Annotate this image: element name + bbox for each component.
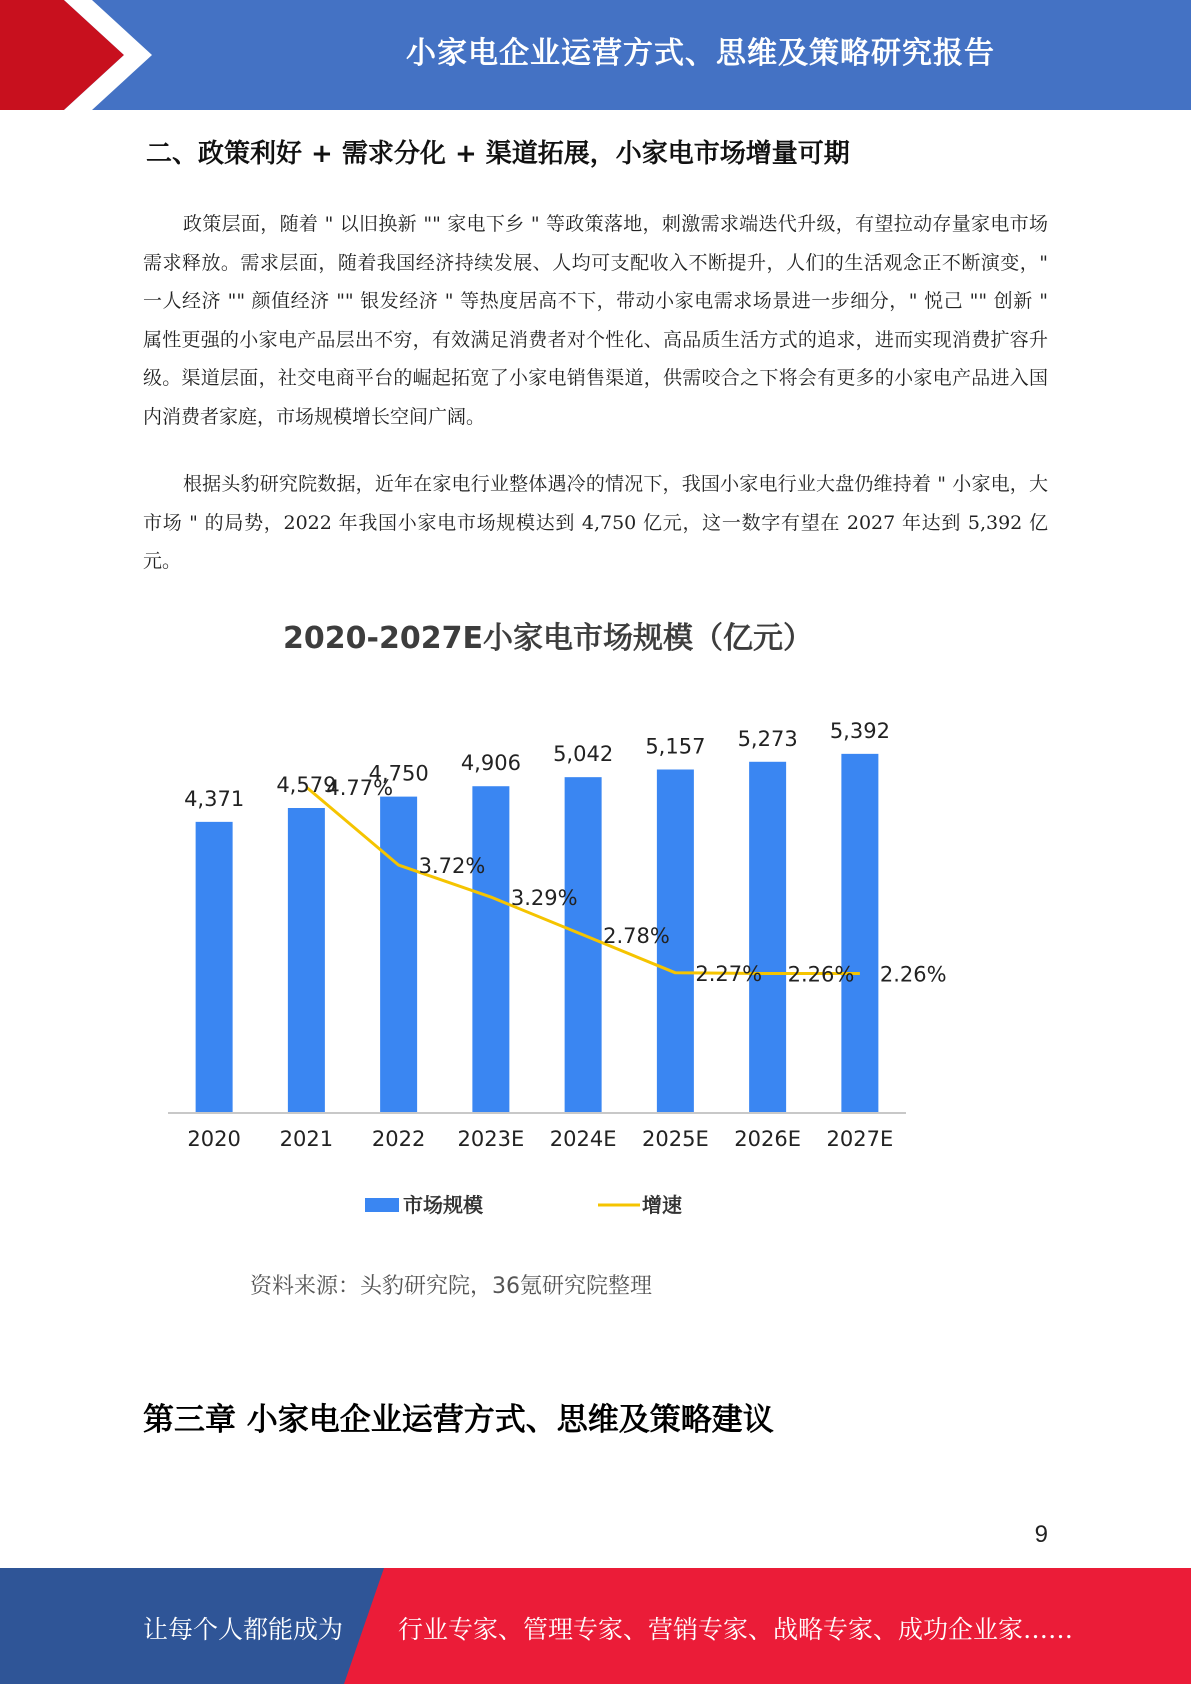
bar-value-label-2020: 4,371: [184, 786, 245, 811]
paragraph-market-size: 根据头豹研究院数据，近年在家电行业整体遇冷的情况下，我国小家电行业大盘仍维持着 " 小家电，大市场 " 的局势，2022 年我国小家电市场规模达到 4,750 亿元，这一数字有望在 2027 年达到 5,392 亿元。: [143, 473, 1048, 572]
bar-value-label-2026E: 5,273: [737, 726, 798, 751]
page-number: 9: [1034, 1521, 1048, 1548]
footer-slogan-left: 让每个人都能成为: [143, 1615, 344, 1644]
growth-value-label-2027E: 2.26%: [879, 962, 947, 987]
chapter-heading: 第三章 小家电企业运营方式、思维及策略建议: [143, 1402, 774, 1438]
bar-value-label-2021: 4,579: [276, 773, 337, 798]
footer-slogan-right: 行业专家、管理专家、营销专家、战略专家、成功企业家……: [398, 1615, 1074, 1644]
bar-value-label-2025E: 5,157: [645, 734, 706, 759]
chart-canvas: [150, 600, 970, 1320]
growth-value-label-2022: 3.72%: [418, 854, 486, 879]
growth-value-label-2024E: 2.78%: [603, 923, 670, 948]
chart-title: 2020-2027E小家电市场规模（亿元）: [283, 621, 813, 656]
legend-bar-swatch: [365, 1198, 399, 1212]
growth-value-label-2025E: 2.27%: [695, 961, 763, 986]
market-size-chart: [150, 600, 970, 1320]
page-footer: [0, 1568, 1191, 1684]
bar-value-label-2024E: 5,042: [553, 742, 614, 767]
bar-2024E: [565, 777, 602, 1113]
x-tick-label-2022: 2022: [371, 1127, 426, 1151]
x-tick-label-2021: 2021: [279, 1127, 334, 1151]
section-heading: 二、政策利好 + 需求分化 + 渠道拓展，小家电市场增量可期: [146, 139, 850, 169]
bar-2027E: [841, 754, 878, 1113]
x-tick-label-2027E: 2027E: [826, 1127, 894, 1151]
growth-value-label-2026E: 2.26%: [787, 962, 855, 987]
bar-2020: [196, 822, 233, 1113]
bar-value-label-2027E: 5,392: [829, 718, 890, 743]
growth-value-label-2023E: 3.29%: [510, 886, 578, 911]
x-tick-label-2025E: 2025E: [642, 1127, 709, 1151]
bars-layer: [196, 754, 879, 1113]
x-ticks-layer: [187, 1127, 893, 1151]
paragraph-policy-demand-channel: 政策层面，随着 " 以旧换新 "" 家电下乡 " 等政策落地，刺激需求端迭代升级，有望拉动存量家电市场需求释放。需求层面，随着我国经济持续发展、人均可支配收入不断提升，人们的生活观念正不断演变，" 一人经济 "" 颜值经济 "" 银发经济 " 等热度居高不下，带动小家电需求场景进一步细分，" 悦己 "" 创新 " 属性更强的小家电产品层出不穷，有效满足消费者对个性化、高品质生活方式的追求，进而实现消费扩容升级。渠道层面，社交电商平台的崛起拓宽了小家电销售渠道，供需咬合之下将会有更多的小家电产品进入国内消费者家庭，市场规模增长空间广阔。: [143, 213, 1048, 428]
bar-2023E: [472, 786, 509, 1113]
bar-2022: [380, 797, 417, 1113]
bar-2026E: [749, 762, 786, 1113]
chart-source: 资料来源：头豹研究院，36氪研究院整理: [250, 1274, 652, 1299]
header-title: 小家电企业运营方式、思维及策略研究报告: [406, 36, 995, 71]
page-header: [0, 0, 1191, 110]
bar-value-label-2022: 4,750: [368, 761, 429, 786]
x-tick-label-2023E: 2023E: [457, 1127, 525, 1151]
x-tick-label-2024E: 2024E: [549, 1127, 617, 1151]
x-tick-label-2026E: 2026E: [734, 1127, 801, 1151]
growth-value-label-2021: 4.77%: [326, 776, 394, 801]
x-tick-label-2020: 2020: [187, 1127, 241, 1151]
bar-value-label-2023E: 4,906: [460, 751, 521, 776]
bar-2021: [288, 808, 325, 1113]
legend-line-label: 增速: [642, 1193, 682, 1217]
legend-bar-label: 市场规模: [403, 1193, 483, 1217]
